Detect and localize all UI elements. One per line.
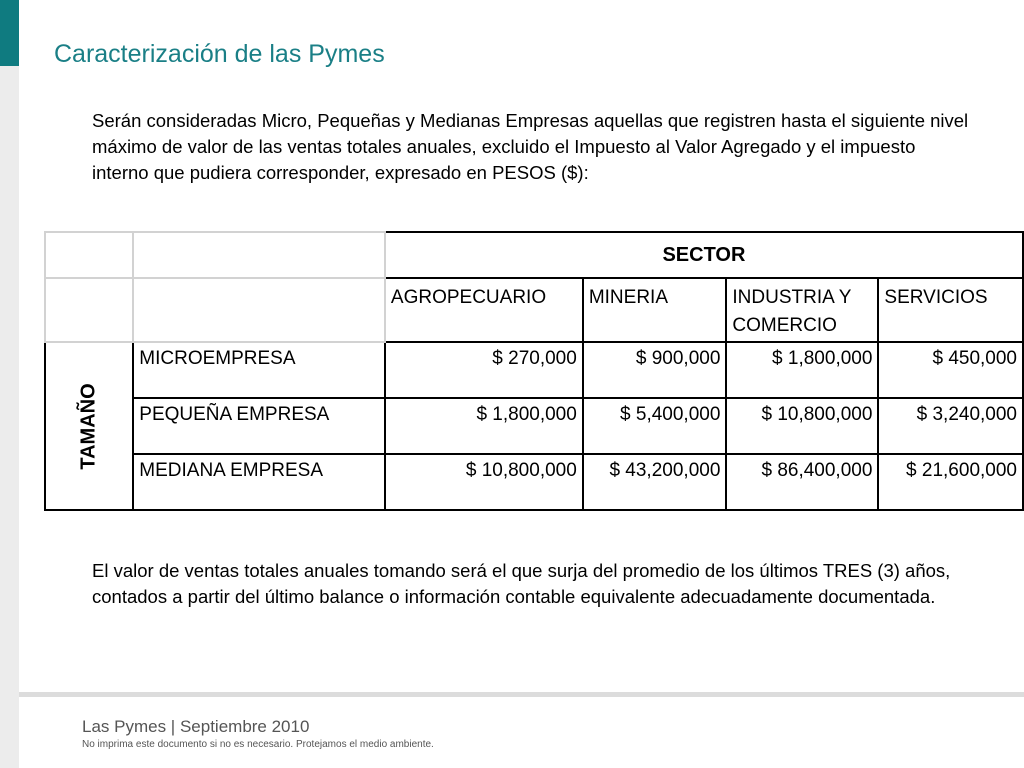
slide-title: Caracterización de las Pymes: [54, 40, 385, 68]
column-header-servicios: SERVICIOS: [878, 278, 1023, 342]
table-cell: $ 3,240,000: [878, 398, 1023, 454]
sector-size-table: [44, 231, 1024, 511]
table-cell: $ 1,800,000: [726, 342, 878, 398]
size-header-cell: [45, 342, 133, 510]
table-row: [45, 398, 1023, 454]
footer-title: Las Pymes | Septiembre 2010: [82, 717, 310, 736]
intro-paragraph: Serán consideradas Micro, Pequeñas y Medianas Empresas aquellas que registren hasta el siguiente nivel máximo de valor de las ventas totales anuales, excluido el Impuesto al Valor Agregado y el impuesto interno que pudiera corresponder, expresado en PESOS ($):: [92, 110, 969, 183]
footer-note: No imprima este documento si no es necesario. Protejamos el medio ambiente.: [82, 739, 434, 750]
row-label-pequena-empresa: PEQUEÑA EMPRESA: [133, 398, 385, 454]
table-cell: $ 5,400,000: [583, 398, 727, 454]
table-cell: $ 10,800,000: [726, 398, 878, 454]
table-cell: $ 450,000: [878, 342, 1023, 398]
column-header-industria-comercio: INDUSTRIA Y COMERCIO: [726, 278, 878, 342]
column-header-agropecuario: AGROPECUARIO: [385, 278, 583, 342]
table-cell: $ 43,200,000: [583, 454, 727, 510]
size-header: TAMAÑO: [77, 382, 100, 470]
empty-corner-cell: [133, 232, 385, 278]
table-cell: $ 10,800,000: [385, 454, 583, 510]
left-sidebar-strip: [0, 0, 19, 768]
column-header-row: [45, 278, 1023, 342]
column-header-mineria: MINERIA: [583, 278, 727, 342]
table-header-row: [45, 232, 1023, 278]
outro-paragraph: El valor de ventas totales anuales tomando será el que surja del promedio de los últimos TRES (3) años, contados a partir del último balance o información contable equivalente adecuadamente documentada.: [92, 560, 951, 607]
accent-bar: [0, 0, 19, 66]
table-cell: $ 1,800,000: [385, 398, 583, 454]
sector-header: SECTOR: [385, 232, 1023, 278]
footer-divider: [19, 692, 1024, 697]
table-cell: $ 270,000: [385, 342, 583, 398]
table-row: [45, 454, 1023, 510]
empty-corner-cell: [133, 278, 385, 342]
row-label-microempresa: MICROEMPRESA: [133, 342, 385, 398]
table-cell: $ 86,400,000: [726, 454, 878, 510]
table-cell: $ 900,000: [583, 342, 727, 398]
empty-corner-cell: [45, 278, 133, 342]
row-label-mediana-empresa: MEDIANA EMPRESA: [133, 454, 385, 510]
empty-corner-cell: [45, 232, 133, 278]
table-cell: $ 21,600,000: [878, 454, 1023, 510]
table-row: [45, 342, 1023, 398]
